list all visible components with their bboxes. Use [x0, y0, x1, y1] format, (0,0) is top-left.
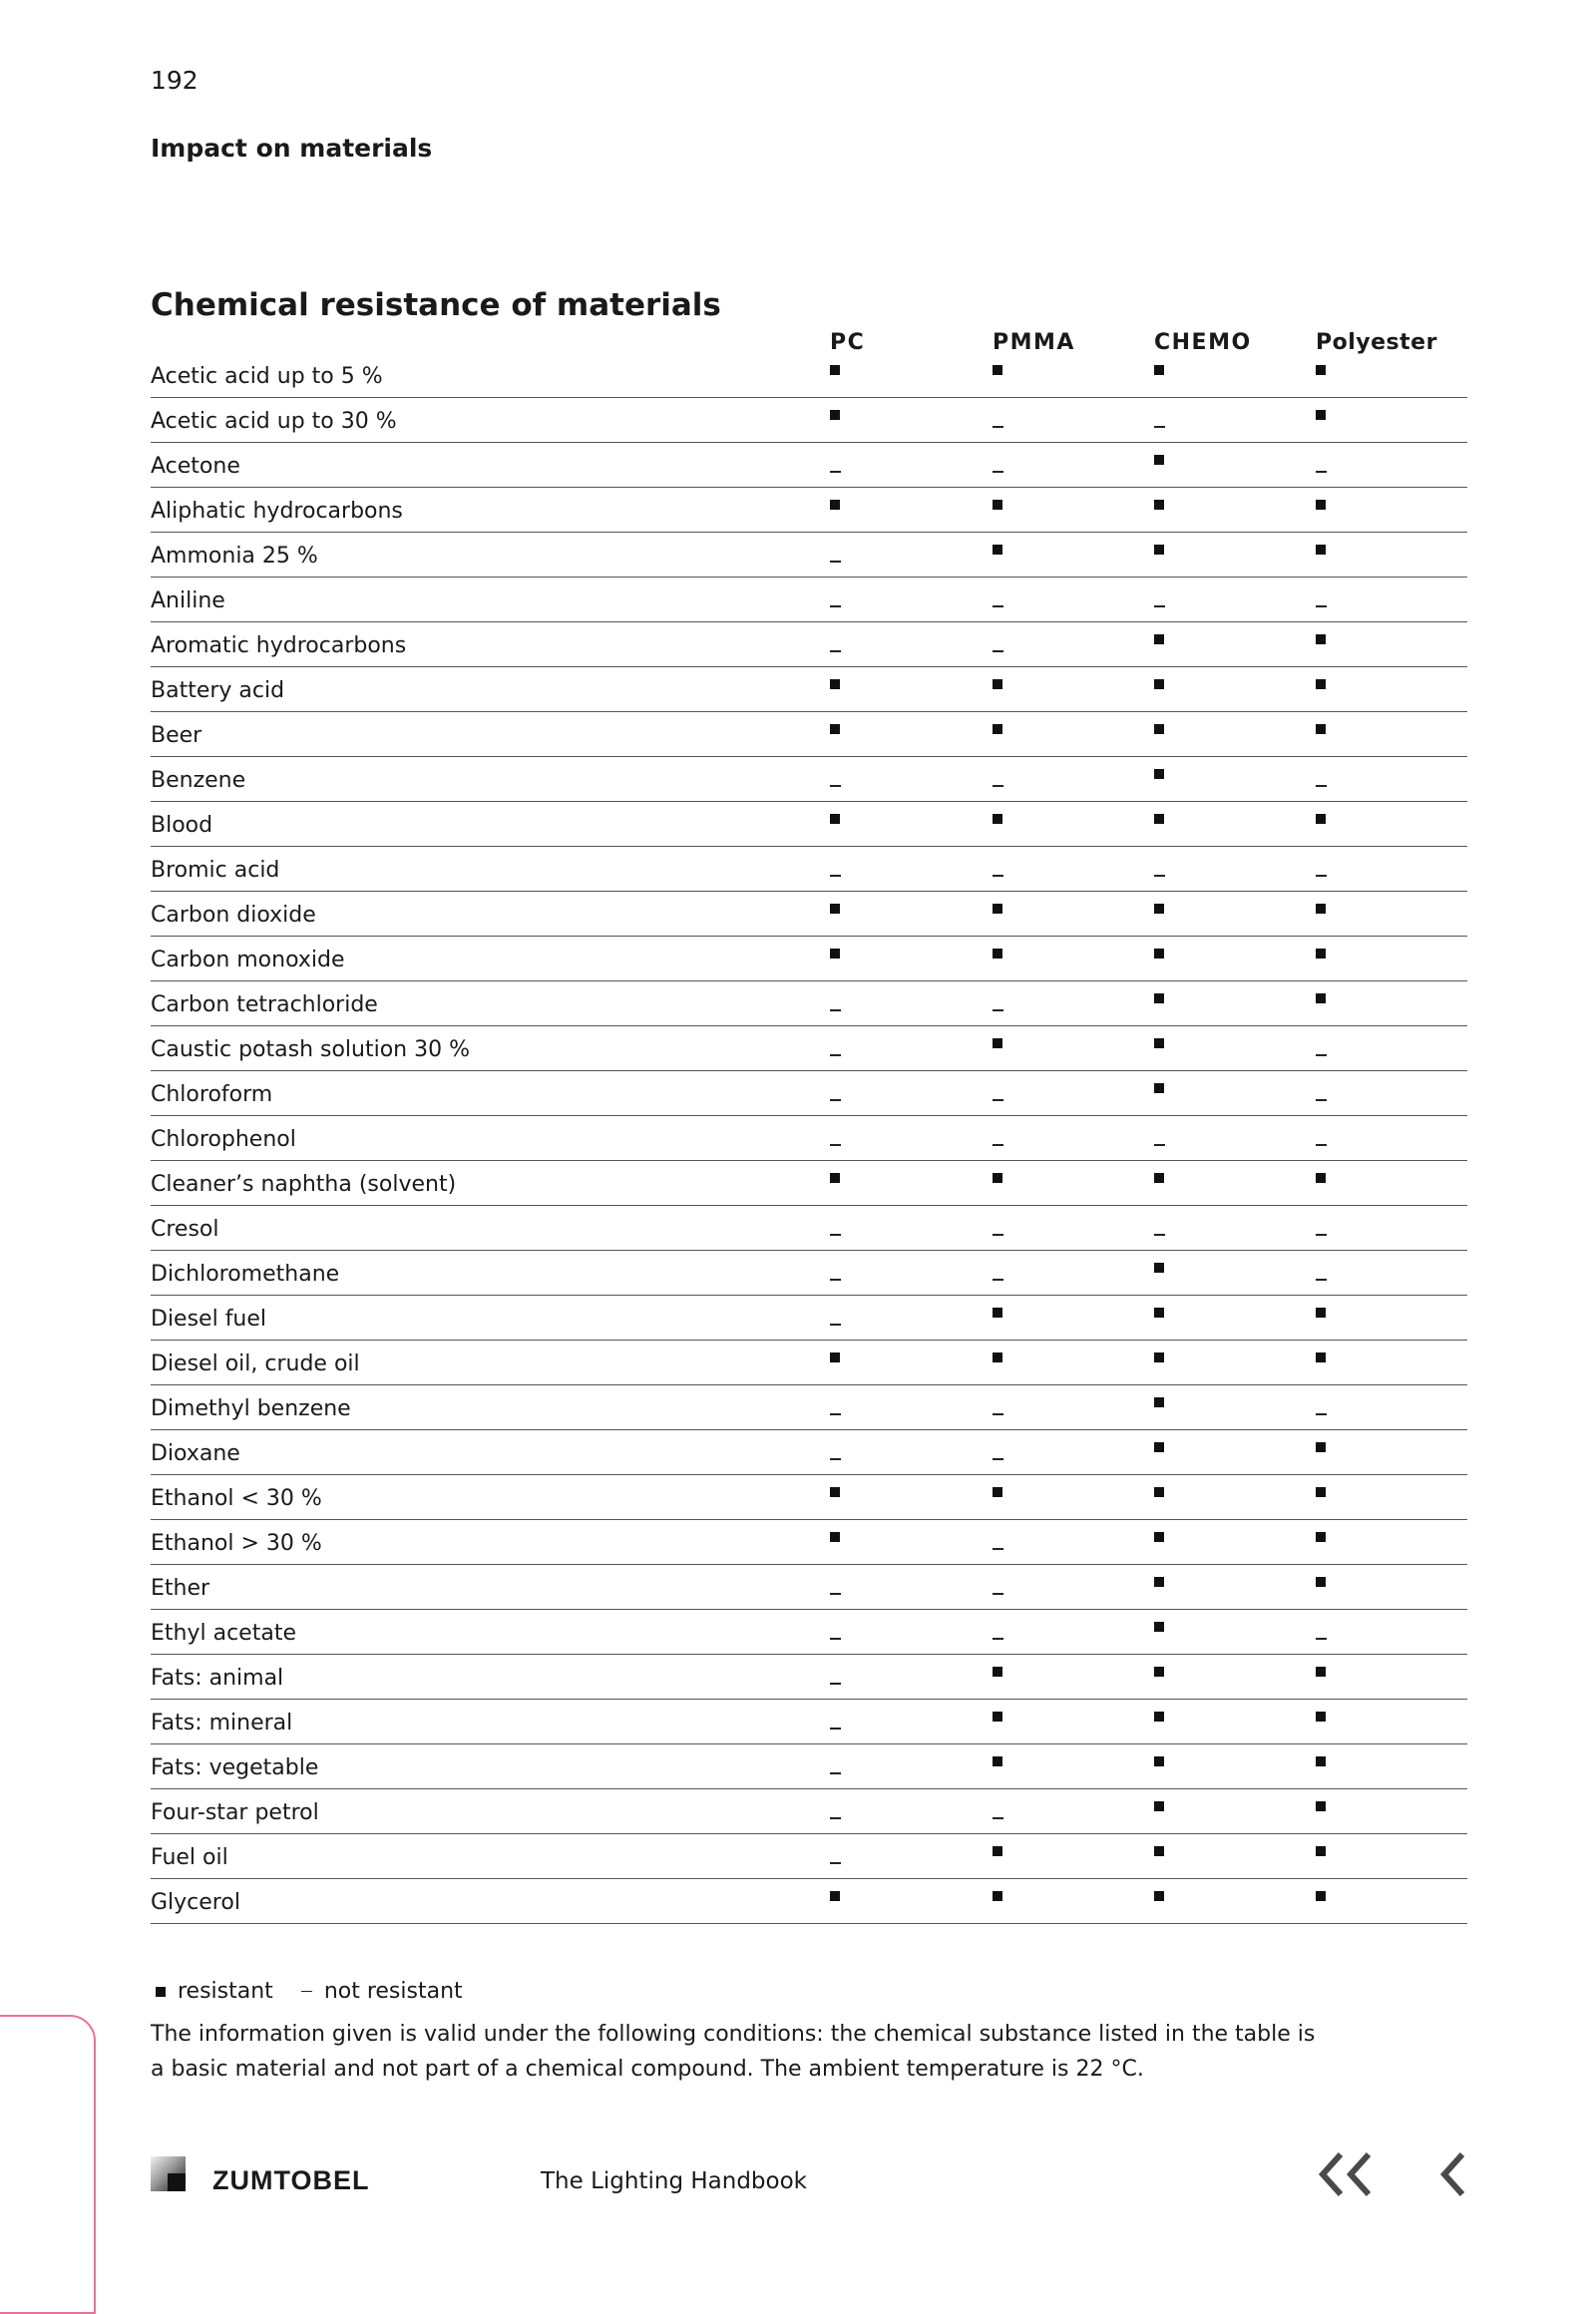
resistant-mark	[1154, 1842, 1174, 1862]
resistant-mark	[993, 1663, 1012, 1683]
resistant-mark	[1316, 1842, 1336, 1862]
resistant-mark	[1154, 900, 1174, 920]
table-row	[151, 1071, 1467, 1116]
substance-label: Fats: mineral	[151, 1711, 293, 1736]
not-resistant-mark	[830, 765, 850, 785]
resistant-mark	[1154, 945, 1174, 964]
table-row	[151, 802, 1467, 847]
substance-label: Ethyl acetate	[151, 1621, 296, 1646]
table-row	[151, 1251, 1467, 1296]
not-resistant-mark	[993, 1573, 1012, 1593]
not-resistant-mark	[830, 1214, 850, 1234]
resistant-mark	[1154, 1663, 1174, 1683]
resistant-mark	[993, 1169, 1012, 1189]
table-row	[151, 533, 1467, 578]
not-resistant-mark	[830, 855, 850, 875]
not-resistant-mark	[993, 1438, 1012, 1458]
resistant-mark	[1154, 1438, 1174, 1458]
table-row	[151, 1385, 1467, 1430]
resistant-mark	[1316, 1304, 1336, 1324]
resistant-mark	[1154, 1304, 1174, 1324]
resistant-mark	[830, 675, 850, 695]
resistant-mark	[1154, 1259, 1174, 1279]
not-resistant-mark	[830, 1079, 850, 1099]
substance-label: Glycerol	[151, 1890, 240, 1915]
resistant-mark	[1316, 1797, 1336, 1817]
resistant-mark	[1154, 989, 1174, 1009]
resistant-mark	[1154, 361, 1174, 381]
substance-label: Beer	[151, 723, 202, 748]
resistant-mark	[1316, 720, 1336, 740]
not-resistant-mark	[1154, 585, 1174, 605]
not-resistant-mark	[993, 1079, 1012, 1099]
resistant-mark	[1154, 1483, 1174, 1503]
not-resistant-mark	[830, 1034, 850, 1054]
column-header-pc: PC	[830, 330, 866, 355]
zumtobel-logo-icon	[151, 2156, 186, 2191]
resistant-mark	[1316, 1438, 1336, 1458]
resistant-mark	[1154, 1349, 1174, 1368]
not-resistant-mark	[993, 585, 1012, 605]
resistant-mark	[1316, 496, 1336, 516]
table-row	[151, 667, 1467, 712]
table-row	[151, 1744, 1467, 1789]
resistant-mark	[1154, 1573, 1174, 1593]
conditions-note: The information given is valid under the following conditions: the chemical substance listed in the table is a basic material and not part of a chemical compound. The ambient temperature is 22 °C.	[151, 2022, 1316, 2082]
resistant-mark	[830, 406, 850, 426]
not-resistant-mark	[830, 1752, 850, 1772]
not-resistant-mark	[830, 1124, 850, 1144]
resistant-mark	[830, 810, 850, 830]
resistant-mark	[993, 1349, 1012, 1368]
resistant-mark	[830, 1349, 850, 1368]
resistant-mark	[1154, 720, 1174, 740]
resistant-mark	[1316, 1573, 1336, 1593]
not-resistant-mark	[830, 1573, 850, 1593]
table-row	[151, 1206, 1467, 1251]
not-resistant-mark	[830, 630, 850, 650]
not-resistant-mark	[830, 989, 850, 1009]
substance-label: Aliphatic hydrocarbons	[151, 499, 403, 524]
not-resistant-mark	[993, 1214, 1012, 1234]
resistant-mark	[1154, 1169, 1174, 1189]
substance-label: Acetic acid up to 30 %	[151, 409, 397, 434]
not-resistant-mark	[830, 1259, 850, 1279]
resistant-mark	[1316, 1349, 1336, 1368]
resistant-mark	[993, 541, 1012, 561]
resistant-mark	[1154, 1797, 1174, 1817]
substance-label: Cleaner’s naphtha (solvent)	[151, 1172, 457, 1197]
not-resistant-mark	[830, 1393, 850, 1413]
not-resistant-mark	[993, 1124, 1012, 1144]
table-row	[151, 892, 1467, 937]
not-resistant-mark	[993, 855, 1012, 875]
legend-resistant-label: resistant	[178, 1979, 273, 2004]
not-resistant-mark	[993, 765, 1012, 785]
table-row	[151, 1879, 1467, 1924]
substance-label: Ether	[151, 1576, 210, 1601]
legend	[151, 1979, 463, 2004]
resistant-mark	[1154, 451, 1174, 471]
resistant-mark	[993, 1304, 1012, 1324]
resistant-mark	[1316, 1663, 1336, 1683]
book-title: The Lighting Handbook	[541, 2168, 807, 2194]
section-heading: Impact on materials	[151, 134, 433, 163]
resistant-mark	[830, 1483, 850, 1503]
not-resistant-mark	[1154, 406, 1174, 426]
substance-label: Aromatic hydrocarbons	[151, 633, 407, 658]
substance-label: Battery acid	[151, 678, 285, 703]
resistant-mark	[993, 496, 1012, 516]
resistant-mark	[830, 1528, 850, 1548]
table-row	[151, 1834, 1467, 1879]
substance-label: Carbon dioxide	[151, 903, 316, 928]
not-resistant-mark	[1154, 1214, 1174, 1234]
resistant-mark	[1316, 1708, 1336, 1728]
resistant-mark	[1316, 945, 1336, 964]
resistant-mark	[1154, 541, 1174, 561]
substance-label: Carbon monoxide	[151, 948, 345, 972]
resistant-mark	[1154, 810, 1174, 830]
substance-label: Caustic potash solution 30 %	[151, 1037, 471, 1062]
column-header-chemo: CHEMO	[1154, 330, 1252, 355]
not-resistant-mark	[830, 1304, 850, 1324]
resistant-mark	[830, 945, 850, 964]
not-resistant-mark	[1316, 855, 1336, 875]
not-resistant-mark	[830, 1663, 850, 1683]
table-row	[151, 1430, 1467, 1475]
resistant-mark	[830, 496, 850, 516]
table-row	[151, 847, 1467, 892]
not-resistant-mark	[1154, 1124, 1174, 1144]
table-row	[151, 1475, 1467, 1520]
resistant-mark	[1316, 1528, 1336, 1548]
side-tab-outline	[0, 2015, 96, 2314]
resistant-mark	[1316, 406, 1336, 426]
resistant-mark	[1154, 1708, 1174, 1728]
substance-label: Dichloromethane	[151, 1262, 340, 1287]
substance-label: Cresol	[151, 1217, 219, 1242]
resistant-mark	[1316, 361, 1336, 381]
substance-label: Chloroform	[151, 1082, 273, 1107]
not-resistant-mark	[1316, 1259, 1336, 1279]
table-row	[151, 488, 1467, 533]
logo-text: ZUMTOBEL	[212, 2165, 370, 2195]
resistant-mark	[993, 1842, 1012, 1862]
not-resistant-mark	[1316, 451, 1336, 471]
table-row	[151, 1341, 1467, 1385]
substance-label: Acetic acid up to 5 %	[151, 364, 383, 389]
substance-label: Carbon tetrachloride	[151, 992, 378, 1017]
resistant-mark	[1316, 541, 1336, 561]
resistant-square-icon	[156, 1987, 166, 1997]
resistant-mark	[993, 361, 1012, 381]
resistant-mark	[993, 1483, 1012, 1503]
substance-label: Bromic acid	[151, 858, 280, 883]
resistant-mark	[993, 1887, 1012, 1907]
not-resistant-mark	[1316, 1124, 1336, 1144]
not-resistant-mark	[830, 451, 850, 471]
not-resistant-mark	[830, 1797, 850, 1817]
not-resistant-mark	[830, 1618, 850, 1638]
substance-label: Ammonia 25 %	[151, 544, 318, 569]
chevron-left-icon[interactable]	[1434, 2150, 1470, 2198]
substance-label: Dioxane	[151, 1441, 240, 1466]
not-resistant-mark	[830, 1842, 850, 1862]
table-row	[151, 1116, 1467, 1161]
substance-label: Acetone	[151, 454, 240, 479]
resistant-mark	[1154, 765, 1174, 785]
table-row	[151, 443, 1467, 488]
substance-label: Fuel oil	[151, 1845, 228, 1870]
resistant-mark	[1154, 1752, 1174, 1772]
resistant-mark	[1154, 1528, 1174, 1548]
resistant-mark	[993, 900, 1012, 920]
page-number: 192	[151, 66, 199, 95]
table-row	[151, 353, 1467, 398]
column-header-pmma: PMMA	[993, 330, 1075, 355]
resistant-mark	[1154, 1393, 1174, 1413]
resistant-mark	[993, 1034, 1012, 1054]
table-row	[151, 1610, 1467, 1655]
resistant-mark	[1316, 675, 1336, 695]
table-row	[151, 622, 1467, 667]
table-row	[151, 1565, 1467, 1610]
table-row	[151, 1520, 1467, 1565]
table-row	[151, 757, 1467, 802]
resistant-mark	[1316, 1483, 1336, 1503]
not-resistant-mark	[830, 541, 850, 561]
not-resistant-mark	[1316, 1079, 1336, 1099]
table-row	[151, 1296, 1467, 1341]
substance-label: Diesel fuel	[151, 1307, 267, 1332]
column-header-polyester: Polyester	[1316, 330, 1437, 355]
resistant-mark	[1154, 1618, 1174, 1638]
not-resistant-mark	[830, 1438, 850, 1458]
table-row	[151, 981, 1467, 1026]
substance-label: Diesel oil, crude oil	[151, 1351, 360, 1376]
not-resistant-mark	[1316, 1214, 1336, 1234]
resistant-mark	[1316, 1169, 1336, 1189]
substance-label: Benzene	[151, 768, 246, 793]
substance-label: Four-star petrol	[151, 1800, 319, 1825]
resistant-mark	[1316, 630, 1336, 650]
table-row	[151, 1655, 1467, 1700]
resistance-table	[151, 353, 1467, 1924]
not-resistant-mark	[993, 630, 1012, 650]
resistant-mark	[1154, 496, 1174, 516]
table-row	[151, 578, 1467, 622]
not-resistant-mark	[993, 451, 1012, 471]
resistant-mark	[1316, 1887, 1336, 1907]
not-resistant-mark	[1316, 585, 1336, 605]
not-resistant-mark	[1316, 1034, 1336, 1054]
table-row	[151, 1789, 1467, 1834]
resistant-mark	[1154, 675, 1174, 695]
substance-label: Fats: vegetable	[151, 1755, 319, 1780]
table-row	[151, 937, 1467, 981]
resistant-mark	[1316, 1752, 1336, 1772]
resistant-mark	[993, 1708, 1012, 1728]
table-row	[151, 1700, 1467, 1744]
table-row	[151, 398, 1467, 443]
resistant-mark	[1316, 810, 1336, 830]
resistant-mark	[993, 945, 1012, 964]
substance-label: Dimethyl benzene	[151, 1396, 351, 1421]
resistant-mark	[1316, 989, 1336, 1009]
not-resistant-mark	[1154, 855, 1174, 875]
double-chevron-left-icon[interactable]	[1317, 2150, 1377, 2198]
not-resistant-mark	[1316, 1393, 1336, 1413]
substance-label: Blood	[151, 813, 213, 838]
not-resistant-mark	[993, 1259, 1012, 1279]
resistant-mark	[1154, 1079, 1174, 1099]
substance-label: Fats: animal	[151, 1666, 284, 1691]
zumtobel-logo	[151, 2151, 370, 2196]
not-resistant-dash-icon	[301, 1991, 312, 1993]
not-resistant-mark	[993, 1618, 1012, 1638]
table-row	[151, 712, 1467, 757]
not-resistant-mark	[1316, 1618, 1336, 1638]
resistant-mark	[830, 361, 850, 381]
resistant-mark	[830, 900, 850, 920]
table-title: Chemical resistance of materials	[151, 287, 721, 323]
resistant-mark	[1316, 900, 1336, 920]
not-resistant-mark	[1316, 765, 1336, 785]
resistant-mark	[993, 720, 1012, 740]
resistant-mark	[1154, 1034, 1174, 1054]
not-resistant-mark	[993, 989, 1012, 1009]
substance-label: Ethanol < 30 %	[151, 1486, 322, 1511]
substance-label: Ethanol > 30 %	[151, 1531, 322, 1556]
resistant-mark	[830, 1887, 850, 1907]
resistant-mark	[993, 810, 1012, 830]
resistant-mark	[1154, 630, 1174, 650]
not-resistant-mark	[993, 1528, 1012, 1548]
not-resistant-mark	[993, 1797, 1012, 1817]
table-row	[151, 1026, 1467, 1071]
substance-label: Chlorophenol	[151, 1127, 296, 1152]
resistant-mark	[830, 720, 850, 740]
resistant-mark	[993, 675, 1012, 695]
not-resistant-mark	[830, 585, 850, 605]
legend-not-resistant-label: not resistant	[323, 1979, 463, 2004]
substance-label: Aniline	[151, 588, 225, 613]
table-row	[151, 1161, 1467, 1206]
not-resistant-mark	[830, 1708, 850, 1728]
not-resistant-mark	[993, 1393, 1012, 1413]
resistant-mark	[830, 1169, 850, 1189]
resistant-mark	[1154, 1887, 1174, 1907]
not-resistant-mark	[993, 406, 1012, 426]
resistant-mark	[993, 1752, 1012, 1772]
